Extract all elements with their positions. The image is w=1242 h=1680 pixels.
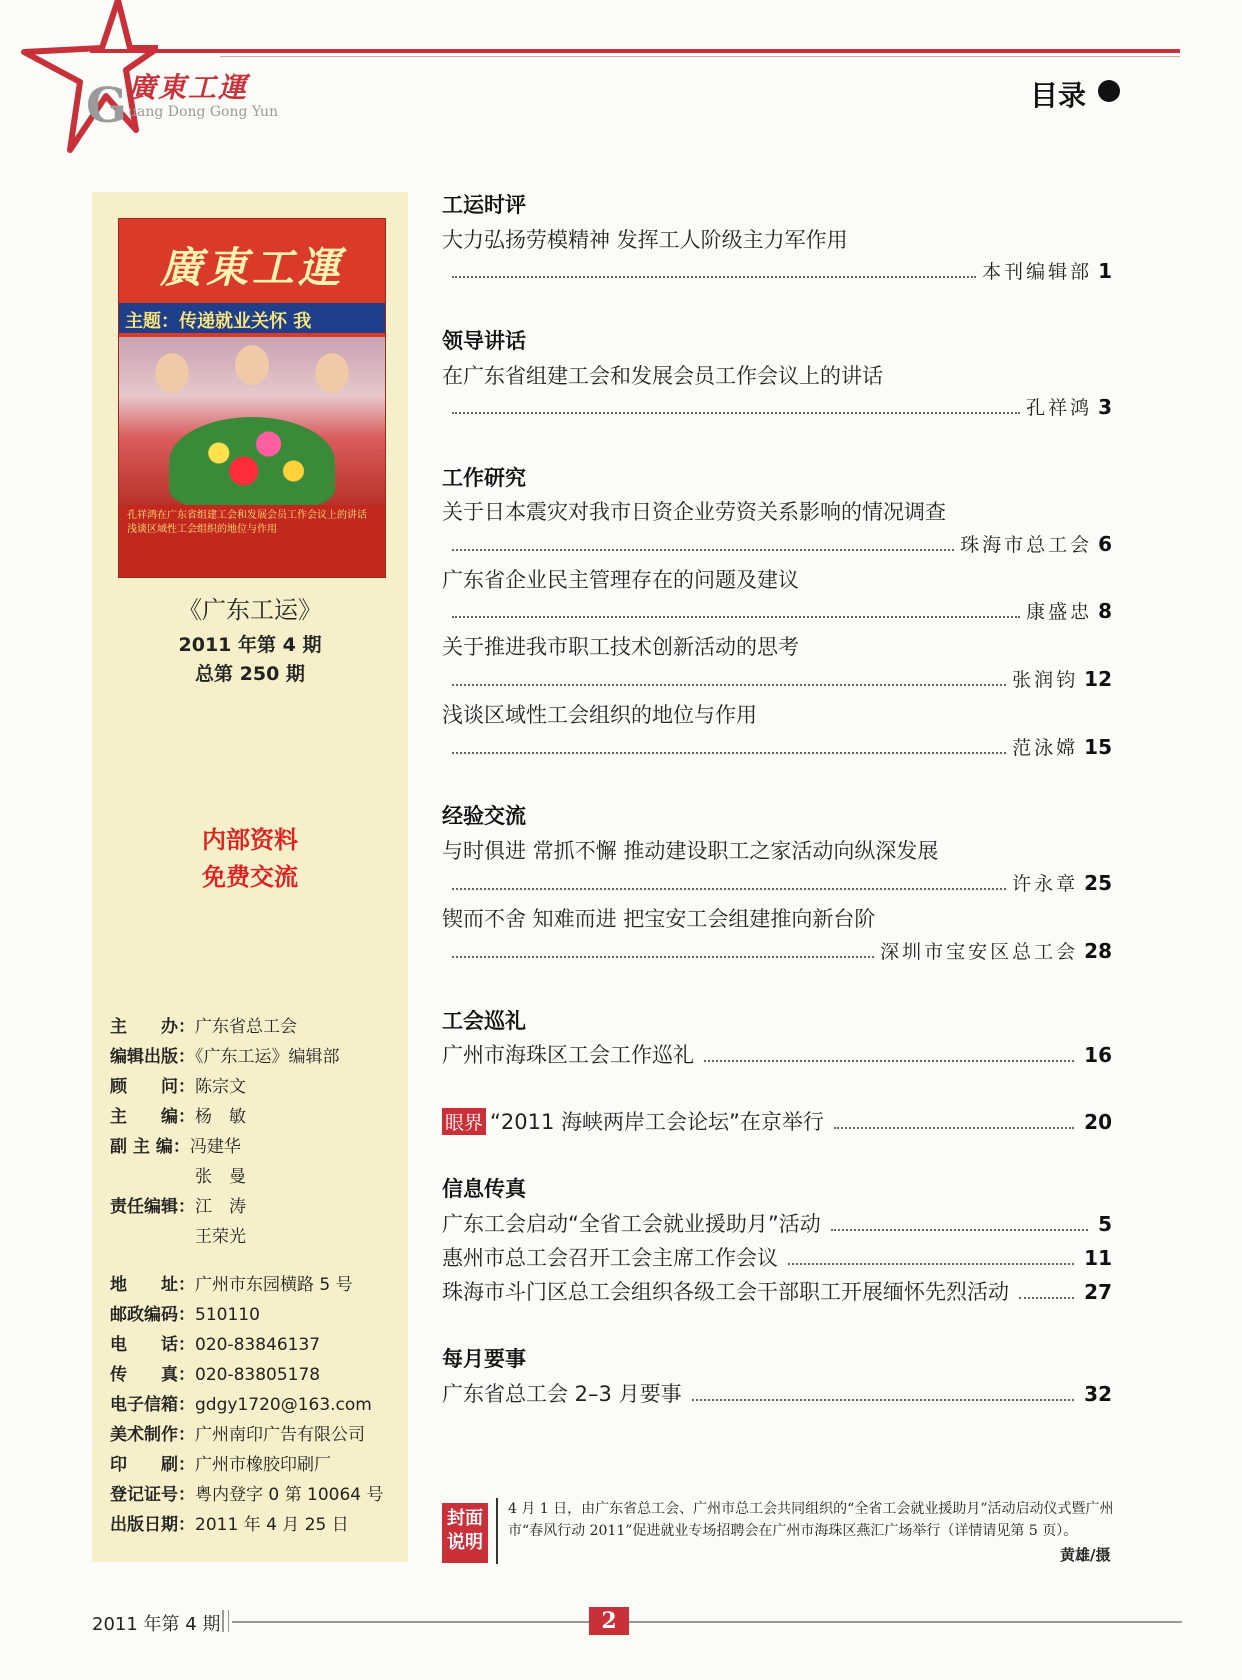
photo-credit: 黄雄/摄: [1060, 1546, 1111, 1564]
article-title: 惠州市总工会召开工会主席工作会议: [442, 1246, 778, 1270]
footer-issue: 2011 年第 4 期: [92, 1614, 221, 1635]
article-title: “2011 海峡两岸工会论坛”在京举行: [490, 1110, 824, 1134]
toc-entry[interactable]: [442, 1378, 1112, 1408]
section-heading: 每月要事: [442, 1347, 526, 1371]
footer-page-number: 2: [589, 1607, 629, 1635]
article-title: 广东省总工会 2–3 月要事: [442, 1382, 682, 1406]
page-number: 6: [1098, 532, 1112, 556]
notice-internal: 内部资料: [202, 826, 298, 854]
section-heading: 经验交流: [442, 804, 526, 828]
toc-title: 目录: [1030, 79, 1087, 112]
article-author: 本刊编辑部: [982, 261, 1093, 283]
cover-note-label: 封面 说明: [442, 1503, 488, 1563]
toc-entry[interactable]: [442, 1276, 1112, 1306]
toc-leader: [452, 597, 1112, 624]
article-author: 张润钧: [1012, 669, 1079, 691]
issue-number: 2011 年第 4 期: [178, 634, 322, 656]
cover-note-divider: [496, 1498, 498, 1564]
article-author: 范泳嫦: [1012, 737, 1079, 759]
toc-leader: [452, 393, 1112, 420]
info-row: 电 话：020-83846137: [110, 1335, 321, 1355]
info-row: 出版日期：2011 年 4 月 25 日: [110, 1515, 349, 1535]
section-heading: 工作研究: [442, 466, 526, 490]
brand-pinyin: uang Dong Gong Yun: [128, 104, 278, 120]
page-number: 27: [1084, 1280, 1112, 1304]
page-number: 3: [1098, 395, 1112, 419]
toc-entry[interactable]: [442, 1208, 1112, 1238]
article-title[interactable]: 在广东省组建工会和发展会员工作会议上的讲话: [442, 364, 883, 388]
toc-entry[interactable]: [442, 1242, 1112, 1272]
page-number: 25: [1084, 871, 1112, 895]
info-row: 王荣光: [195, 1227, 246, 1247]
article-title[interactable]: 与时俱进 常抓不懈 推动建设职工之家活动向纵深发展: [442, 839, 939, 863]
brand-initial: G: [86, 78, 127, 134]
info-row: 副 主 编：冯建华: [110, 1137, 241, 1157]
cover-thumbnail: [118, 218, 386, 578]
toc-leader: [452, 733, 1112, 760]
page-number: 20: [1084, 1110, 1112, 1134]
article-author: 许永章: [1012, 873, 1079, 895]
page-number: 8: [1098, 599, 1112, 623]
info-row: 主 办：广东省总工会: [110, 1017, 297, 1037]
article-title[interactable]: 关于日本震灾对我市日资企业劳资关系影响的情况调查: [442, 500, 946, 524]
article-author: 珠海市总工会: [960, 534, 1093, 556]
yanjie-badge: 眼界: [442, 1108, 486, 1135]
flower-bouquet: [169, 417, 335, 507]
article-title[interactable]: 大力弘扬劳模精神 发挥工人阶级主力军作用: [442, 228, 848, 252]
article-title: 珠海市斗门区总工会组织各级工会干部职工开展缅怀先烈活动: [442, 1280, 1009, 1304]
cover-note-text: 4 月 1 日，由广东省总工会、广州市总工会共同组织的“全省工会就业援助月”活动启动仪式暨广州市“春风行动 2011”促进就业专场招聘会在广州市海珠区燕汇广场举行（详情请见第 5 页）。: [508, 1501, 1114, 1539]
info-row: 电子信箱：gdgy1720@163.com: [110, 1395, 372, 1415]
cover-theme-text: 主题：传递就业关怀 我: [125, 311, 312, 332]
article-author: 康盛忠: [1026, 601, 1093, 623]
toc-entry[interactable]: [442, 1106, 1112, 1136]
cover-caption: 孔祥鸿在广东省组建工会和发展会员工作会议上的讲话 浅谈区域性工会组织的地位与作用: [127, 510, 367, 535]
article-title[interactable]: 浅谈区域性工会组织的地位与作用: [442, 703, 757, 727]
cover-title: 廣東工運: [159, 243, 344, 292]
page-number: 15: [1084, 735, 1112, 759]
page-number: 16: [1084, 1043, 1112, 1067]
header-rule: [90, 49, 1180, 53]
info-row: 传 真：020-83805178: [110, 1365, 321, 1385]
info-row: 张 曼: [195, 1167, 246, 1187]
footer-rule: [232, 1621, 1182, 1623]
section-heading: 工运时评: [442, 193, 526, 217]
article-title[interactable]: 广东省企业民主管理存在的问题及建议: [442, 568, 799, 592]
cover-photo: [119, 337, 385, 505]
page-number: 1: [1098, 259, 1112, 283]
info-row: 美术制作：广州南印广告有限公司: [110, 1425, 365, 1445]
article-title[interactable]: 关于推进我市职工技术创新活动的思考: [442, 635, 799, 659]
toc-leader: [452, 257, 1112, 284]
info-row: 责任编辑：江 涛: [110, 1197, 246, 1217]
article-title[interactable]: 锲而不舍 知难而进 把宝安工会组建推向新台阶: [442, 907, 876, 931]
header-rule-thin: [220, 56, 1180, 57]
info-row: 编辑出版：《广东工运》编辑部: [110, 1047, 340, 1067]
person-face: [235, 345, 269, 385]
total-issue-number: 总第 250 期: [195, 663, 305, 685]
page-number: 11: [1084, 1246, 1112, 1270]
article-title: 广州市海珠区工会工作巡礼: [442, 1043, 694, 1067]
page-number: 32: [1084, 1382, 1112, 1406]
info-row: 邮政编码：510110: [110, 1305, 260, 1325]
toc-leader: [452, 869, 1112, 896]
info-row: 主 编：杨 敏: [110, 1107, 246, 1127]
toc-leader: [452, 665, 1112, 692]
toc-leader: [452, 937, 1112, 964]
footer-bar: [222, 1610, 229, 1632]
info-row: 地 址：广州市东园横路 5 号: [110, 1275, 353, 1295]
toc-leader: [452, 530, 1112, 557]
person-face: [155, 353, 189, 393]
toc-entry[interactable]: [442, 1039, 1112, 1069]
page-number: 5: [1098, 1212, 1112, 1236]
page-number: 28: [1084, 939, 1112, 963]
bullet-dot-icon: [1098, 80, 1120, 102]
info-row: 登记证号：粤内登字 0 第 10064 号: [110, 1485, 384, 1505]
section-heading: 工会巡礼: [442, 1009, 526, 1033]
page-number: 12: [1084, 667, 1112, 691]
section-heading: 信息传真: [442, 1177, 526, 1201]
info-row: 顾 问：陈宗文: [110, 1077, 246, 1097]
notice-free: 免费交流: [202, 863, 298, 891]
info-row: 印 刷：广州市橡胶印刷厂: [110, 1455, 331, 1475]
article-author: 孔祥鸿: [1026, 397, 1093, 419]
article-author: 深圳市宝安区总工会: [880, 941, 1079, 963]
section-heading: 领导讲话: [442, 329, 526, 353]
brand-name: 廣東工運: [128, 71, 249, 104]
person-face: [315, 353, 349, 393]
magazine-name: 《广东工运》: [178, 596, 322, 624]
article-title: 广东工会启动“全省工会就业援助月”活动: [442, 1212, 821, 1236]
